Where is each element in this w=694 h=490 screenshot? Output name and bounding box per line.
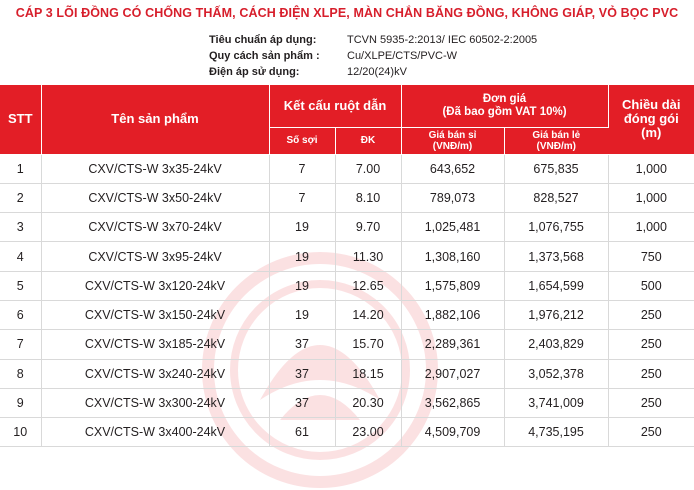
cell-dk: 20.30	[335, 388, 401, 417]
table-row	[0, 330, 694, 359]
cell-retail-price: 1,373,568	[504, 242, 608, 271]
table-row	[0, 418, 694, 447]
cell-wholesale-price: 643,652	[401, 154, 504, 183]
cell-product-name: CXV/CTS-W 3x50-24kV	[41, 183, 269, 212]
header-vat-label: (Đã bao gồm VAT 10%)	[442, 105, 567, 118]
cell-package-length: 750	[608, 242, 694, 271]
cell-stt: 2	[0, 183, 41, 212]
cell-wholesale-price: 1,308,160	[401, 242, 504, 271]
cell-product-name: CXV/CTS-W 3x150-24kV	[41, 300, 269, 329]
table-row	[0, 213, 694, 242]
cell-package-length: 250	[608, 418, 694, 447]
header-retail-price	[504, 127, 608, 154]
page-title: CÁP 3 LÕI ĐỒNG CÓ CHỐNG THẤM, CÁCH ĐIỆN XLPE, MÀN CHẮN BĂNG ĐỒNG, KHÔNG GIÁP, VỎ BỌC PVC	[15, 6, 679, 20]
table-row	[0, 300, 694, 329]
cell-package-length: 1,000	[608, 213, 694, 242]
cell-package-length: 250	[608, 300, 694, 329]
cell-product-name: CXV/CTS-W 3x240-24kV	[41, 359, 269, 388]
spec-label: Tiêu chuẩn áp dụng:	[209, 34, 317, 46]
cell-retail-price: 1,076,755	[504, 213, 608, 242]
header-wholesale-price	[401, 127, 504, 154]
cell-wholesale-price: 1,882,106	[401, 300, 504, 329]
header-wholesale-unit: (VNĐ/m)	[432, 140, 473, 152]
header-retail-label: Giá bán lẻ	[532, 129, 581, 141]
header-length-line1: Chiều dài	[622, 96, 681, 112]
cell-strands: 19	[269, 242, 335, 271]
cell-dk: 23.00	[335, 418, 401, 447]
cell-stt: 9	[0, 388, 41, 417]
cell-dk: 8.10	[335, 183, 401, 212]
header-retail-unit: (VNĐ/m)	[536, 140, 576, 152]
cell-dk: 11.30	[335, 242, 401, 271]
cell-strands: 37	[269, 359, 335, 388]
spec-label: Điện áp sử dụng:	[209, 66, 300, 78]
cell-stt: 1	[0, 154, 41, 183]
cell-dk: 14.20	[335, 300, 401, 329]
cell-package-length: 250	[608, 359, 694, 388]
table-row	[0, 154, 694, 183]
header-product-name: Tên sản phẩm	[41, 85, 269, 154]
header-wholesale-label: Giá bán sỉ	[428, 129, 477, 141]
spec-voltage	[209, 64, 537, 80]
header-length-line2: đóng gói	[623, 111, 679, 127]
cell-strands: 61	[269, 418, 335, 447]
cell-retail-price: 1,654,599	[504, 271, 608, 300]
cell-stt: 10	[0, 418, 41, 447]
price-table	[0, 85, 694, 447]
cell-strands: 19	[269, 300, 335, 329]
cell-stt: 3	[0, 213, 41, 242]
header-dk: ĐK	[335, 127, 401, 154]
cell-stt: 7	[0, 330, 41, 359]
cell-stt: 4	[0, 242, 41, 271]
cell-retail-price: 3,052,378	[504, 359, 608, 388]
cell-package-length: 1,000	[608, 183, 694, 212]
header-conductor-structure: Kết cấu ruột dẫn	[269, 85, 401, 127]
cell-retail-price: 1,976,212	[504, 300, 608, 329]
cell-retail-price: 2,403,829	[504, 330, 608, 359]
cell-retail-price: 828,527	[504, 183, 608, 212]
cell-wholesale-price: 3,562,865	[401, 388, 504, 417]
cell-retail-price: 3,741,009	[504, 388, 608, 417]
cell-dk: 15.70	[335, 330, 401, 359]
spec-value: 12/20(24)kV	[347, 66, 407, 78]
cell-package-length: 500	[608, 271, 694, 300]
table-row	[0, 183, 694, 212]
table-row	[0, 359, 694, 388]
cell-strands: 37	[269, 330, 335, 359]
cell-strands: 7	[269, 183, 335, 212]
spec-standard	[209, 32, 537, 48]
cell-wholesale-price: 4,509,709	[401, 418, 504, 447]
spec-list	[209, 32, 537, 80]
cell-strands: 7	[269, 154, 335, 183]
cell-wholesale-price: 1,575,809	[401, 271, 504, 300]
cell-stt: 5	[0, 271, 41, 300]
table-row	[0, 271, 694, 300]
header-strands: Số sợi	[269, 127, 335, 154]
cell-retail-price: 675,835	[504, 154, 608, 183]
header-length-line3: (m)	[641, 125, 662, 141]
cell-dk: 18.15	[335, 359, 401, 388]
cell-product-name: CXV/CTS-W 3x300-24kV	[41, 388, 269, 417]
cell-stt: 6	[0, 300, 41, 329]
cell-product-name: CXV/CTS-W 3x70-24kV	[41, 213, 269, 242]
cell-package-length: 1,000	[608, 154, 694, 183]
cell-wholesale-price: 2,907,027	[401, 359, 504, 388]
table-row	[0, 242, 694, 271]
cell-product-name: CXV/CTS-W 3x35-24kV	[41, 154, 269, 183]
cell-strands: 19	[269, 271, 335, 300]
cell-wholesale-price: 789,073	[401, 183, 504, 212]
spec-product	[209, 48, 537, 64]
header-unit-price	[401, 85, 608, 127]
cell-package-length: 250	[608, 330, 694, 359]
spec-value: TCVN 5935-2:2013/ IEC 60502-2:2005	[347, 34, 538, 46]
cell-product-name: CXV/CTS-W 3x185-24kV	[41, 330, 269, 359]
cell-product-name: CXV/CTS-W 3x400-24kV	[41, 418, 269, 447]
cell-retail-price: 4,735,195	[504, 418, 608, 447]
cell-product-name: CXV/CTS-W 3x120-24kV	[41, 271, 269, 300]
header-stt: STT	[0, 85, 41, 154]
cell-wholesale-price: 2,289,361	[401, 330, 504, 359]
header-price-label: Đơn giá	[482, 93, 527, 106]
cell-dk: 7.00	[335, 154, 401, 183]
cell-stt: 8	[0, 359, 41, 388]
cell-package-length: 250	[608, 388, 694, 417]
cell-wholesale-price: 1,025,481	[401, 213, 504, 242]
header-package-length	[608, 85, 694, 154]
cell-strands: 37	[269, 388, 335, 417]
cell-product-name: CXV/CTS-W 3x95-24kV	[41, 242, 269, 271]
spec-label: Quy cách sản phẩm :	[209, 50, 320, 62]
cell-dk: 9.70	[335, 213, 401, 242]
spec-value: Cu/XLPE/CTS/PVC-W	[347, 50, 458, 62]
cell-dk: 12.65	[335, 271, 401, 300]
table-row	[0, 388, 694, 417]
cell-strands: 19	[269, 213, 335, 242]
